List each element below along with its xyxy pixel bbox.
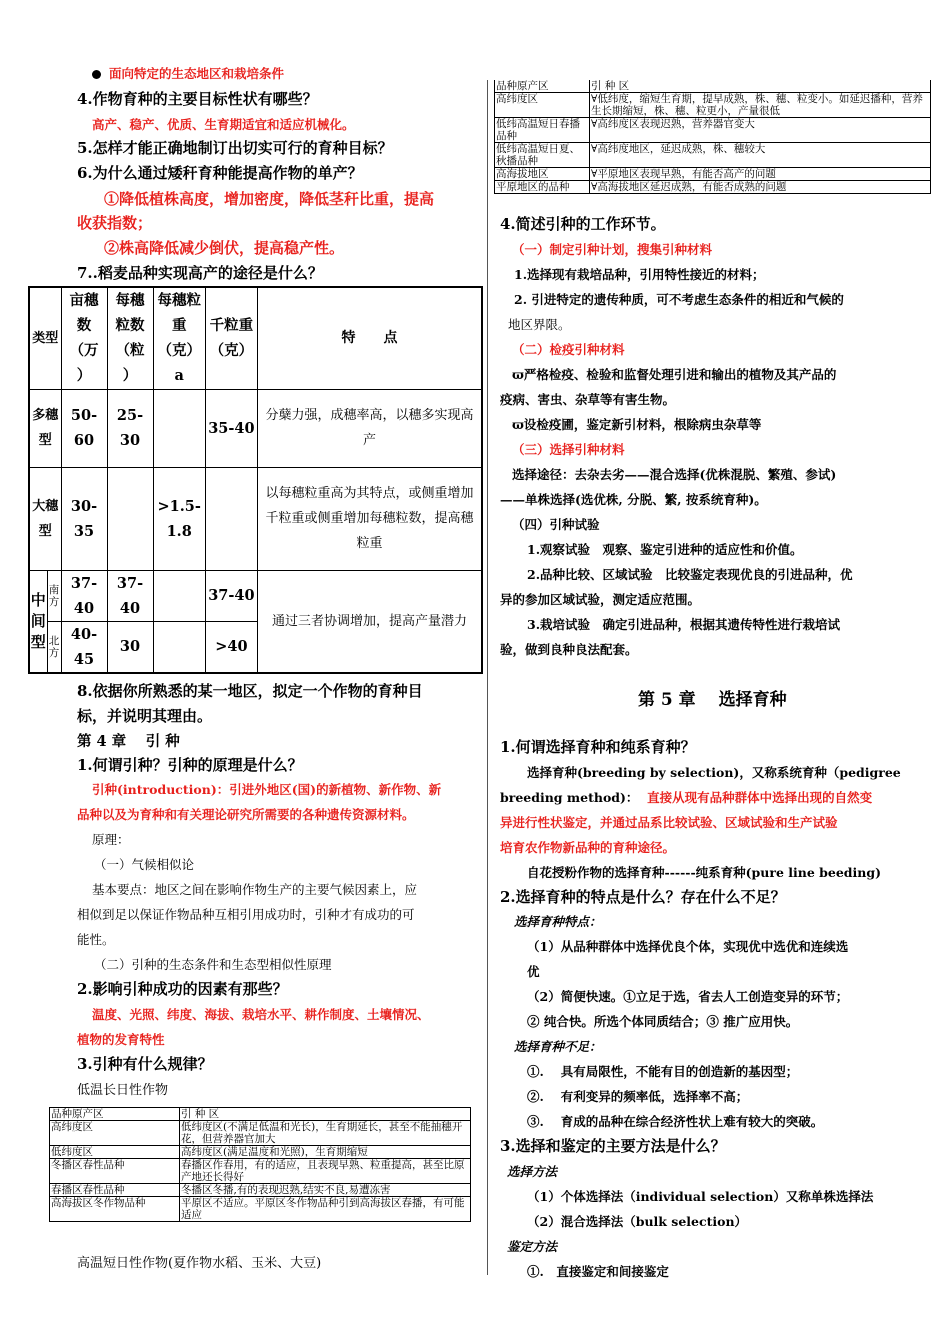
- yield-type-table: [28, 286, 483, 674]
- feature-2b: ② 纯合快。所选个体同质结合；③ 推广应用快。: [527, 1014, 799, 1029]
- low-temp-table: [49, 1107, 471, 1222]
- cell: 25-30: [107, 389, 153, 467]
- table-cell: 低纬度区(不满足低温和光长)，生育期延长，甚至不能抽穗开花，但营养器官加大: [180, 1121, 471, 1146]
- answer-6-1a: ①降低植株高度，增加密度，降低茎秆比重，提高: [104, 190, 435, 208]
- table-cell: 春播区春性品种: [50, 1184, 180, 1197]
- table-cell: 低纬高温短日春播品种: [495, 118, 590, 143]
- table-cell: ∀平原地区表现早熟，有能否高产的问题: [590, 168, 931, 181]
- principle-1-text-c: 能性。: [77, 932, 115, 947]
- step-4c-2: 验，做到良种良法配套。: [500, 642, 638, 657]
- ch5-question-2: 2.选择育种的特点是什么？存在什么不足？: [500, 888, 786, 906]
- question-4: 4.作物育种的主要目标性状有哪些？: [77, 90, 318, 108]
- ch5-answer-1d: 培育农作物新品种的育种途径。: [500, 840, 676, 855]
- feature-1b: 优: [527, 964, 540, 979]
- method-2: （2）混合选择法（bulk selection）: [527, 1214, 748, 1229]
- row-intermediate-type: 中 间 型: [29, 570, 47, 673]
- bullet-icon: [92, 70, 101, 79]
- step-4: （四）引种试验: [512, 517, 600, 532]
- step-1: （一）制定引种计划，搜集引种材料: [512, 242, 713, 257]
- column-divider: [487, 80, 488, 1275]
- cell: [153, 621, 205, 673]
- step-2: （二）检疫引种材料: [512, 342, 625, 357]
- r-question-4: 4.简述引种的工作环节。: [500, 215, 666, 233]
- feature-cell: 以每穗粒重高为其特点，或侧重增加千粒重或侧重增加每穗粒数，提高穗粒重: [257, 467, 482, 570]
- cell: >40: [205, 621, 257, 673]
- header-spike-weight: 每穗粒 重 （克） a: [153, 287, 205, 389]
- bullet-text: 面向特定的生态地区和栽培条件: [109, 66, 285, 81]
- principle-1-text-b: 相似到足以保证作物品种互相引用成功时，引种才有成功的可: [77, 907, 415, 922]
- table-cell: 春播区作春用，有的适应，且表现早熟、粒重提高，甚至比原产地还长得好: [180, 1159, 471, 1184]
- table-cell: 冬播区春性品种: [50, 1159, 180, 1184]
- cell: 35-40: [205, 389, 257, 467]
- header-type: 类型: [29, 287, 61, 389]
- ch5-answer-1e: 自花授粉作物的选择育种------纯系育种(pure line beeding): [527, 865, 882, 880]
- table-cell: 冬播区冬播,有的表现迟熟,结实不良,易遭冻害: [180, 1184, 471, 1197]
- principle-2: （二）引种的生态条件和生态型相似性原理: [94, 957, 332, 972]
- th-intro: 引 种 区: [590, 80, 931, 93]
- lack-2: ②. 有利变异的频率低，选择率不高；: [527, 1089, 749, 1104]
- table-cell: 高海拔区冬作物品种: [50, 1197, 180, 1222]
- cell: 37-40: [205, 570, 257, 621]
- cell: 30: [107, 621, 153, 673]
- ch5-answer-1c: 异进行性状鉴定，并通过品系比较试验、区域试验和生产试验: [500, 815, 838, 830]
- cell: 30-35: [61, 467, 107, 570]
- method-3: ①. 直接鉴定和间接鉴定: [527, 1264, 669, 1279]
- th-intro: 引 种 区: [180, 1108, 471, 1121]
- table-cell: 高纬度区(满足温度和光照)，生育期缩短: [180, 1146, 471, 1159]
- header-mu-spikes: 亩穗 数 （万 ）: [61, 287, 107, 389]
- principle-1: （一）气候相似论: [94, 857, 195, 872]
- sub-south: 南 方: [47, 570, 61, 621]
- th-origin: 品种原产区: [495, 80, 590, 93]
- question-6: 6.为什么通过矮秆育种能提高作物的单产？: [77, 164, 363, 182]
- row-big-spike-type: 大穗 型: [29, 467, 61, 570]
- cell: 37-40: [107, 570, 153, 621]
- low-temp-label: 低温长日性作物: [77, 1083, 169, 1098]
- cell: >1.5-1.8: [153, 467, 205, 570]
- method-1: （1）个体选择法（individual selection）又称单株选择法: [527, 1189, 874, 1204]
- step-3a-2: ——单株选择(选优株, 分脱、繁, 按系统育种)。: [500, 492, 767, 507]
- high-temp-table: [494, 80, 931, 194]
- selection-title: 选择方法: [507, 1164, 558, 1179]
- features-title: 选择育种特点：: [514, 914, 602, 929]
- cell: 50-60: [61, 389, 107, 467]
- answer-6-1b: 收获指数；: [77, 214, 153, 232]
- ch4-question-1: 1.何谓引种？引种的原理是什么？: [77, 756, 303, 774]
- lack-3: ③. 育成的品种在综合经济性状上难有较大的突破。: [527, 1114, 824, 1129]
- table-cell: 高海拔地区: [495, 168, 590, 181]
- step-3a-1: 选择途径：去杂去劣——混合选择(优株混脱、繁殖、参试): [512, 467, 837, 482]
- table-cell: ∀高海拔地区延迟成熟，有能否成熟的问题: [590, 181, 931, 194]
- ch5-answer-1b: [500, 788, 872, 806]
- th-origin: 品种原产区: [50, 1108, 180, 1121]
- row-multi-spike-type: 多穗 型: [29, 389, 61, 467]
- ch4-answer-1b: 品种以及为育种和有关理论研究所需要的各种遗传资源材料。: [77, 807, 415, 822]
- ch5-answer-1a: 选择育种(breeding by selection)，又称系统育种（pedigree: [527, 765, 901, 780]
- header-features: 特 点: [257, 287, 482, 389]
- cell: [153, 570, 205, 621]
- high-temp-label: 高温短日性作物(夏作物水稻、玉米、大豆): [77, 1256, 322, 1271]
- table-cell: ∀低纬度，缩短生育期，提早成熟，株、穗、粒变小。如延迟播种，营养生长期缩短，株、穗、粒更小，产量很低: [590, 93, 931, 118]
- table-cell: 高纬度区: [50, 1121, 180, 1146]
- answer-4: 高产、稳产、优质、生育期适宜和适应机械化。: [92, 117, 355, 132]
- identification-title: 鉴定方法: [507, 1239, 558, 1254]
- feature-cell: 通过三者协调增加，提高产量潜力: [257, 570, 482, 673]
- step-4b-1: 2.品种比较、区域试验 比较鉴定表现优良的引进品种，优: [527, 567, 853, 582]
- table-cell: 平原区不适应。平原区冬作物品种引到高海拔区春播，有可能适应: [180, 1197, 471, 1222]
- feature-cell: 分蘖力强，成穗率高，以穗多实现高产: [257, 389, 482, 467]
- header-thousand-grain: 千粒重 （克）: [205, 287, 257, 389]
- chapter-5-title: 第 5 章 选择育种: [638, 690, 787, 710]
- answer-6-2: ②株高降低减少倒伏，提高稳产性。: [104, 239, 345, 257]
- ch4-answer-2a: 温度、光照、纬度、海拔、栽培水平、耕作制度、土壤情况、: [92, 1007, 430, 1022]
- step-2b: ϖ设检疫圃，鉴定新引材料，根除病虫杂草等: [512, 417, 762, 432]
- question-7: 7..稻麦品种实现高产的途径是什么？: [77, 264, 323, 282]
- step-2a-2: 疫病、害虫、杂草等有害生物。: [500, 392, 676, 407]
- ch5-question-1: 1.何谓选择育种和纯系育种？: [500, 738, 696, 756]
- header-grains-per-spike: 每穗 粒数 （粒 ）: [107, 287, 153, 389]
- chapter-4-title: 第 4 章 引 种: [77, 733, 180, 750]
- principle-1-text-a: 基本要点：地区之间在影响作物生产的主要气候因素上，应: [92, 882, 418, 897]
- table-cell: 低纬高温短日夏、秋播品种: [495, 143, 590, 168]
- question-5: 5.怎样才能正确地制订出切实可行的育种目标？: [77, 139, 393, 157]
- step-1b-2: 地区界限。: [508, 317, 571, 332]
- ch4-question-3: 3.引种有什么规律？: [77, 1055, 213, 1073]
- step-3: （三）选择引种材料: [512, 442, 625, 457]
- cell: [205, 467, 257, 570]
- bullet-item: [92, 64, 284, 82]
- step-4a: 1.观察试验 观察、鉴定引进种的适应性和价值。: [527, 542, 803, 557]
- step-2a-1: ϖ严格检疫、检验和监督处理引进和输出的植物及其产品的: [512, 367, 837, 382]
- step-1a: 1.选择现有栽培品种，引用特性接近的材料；: [514, 267, 765, 282]
- ch5-question-3: 3.选择和鉴定的主要方法是什么？: [500, 1137, 726, 1155]
- ch4-answer-2b: 植物的发育特性: [77, 1032, 165, 1047]
- table-cell: 低纬度区: [50, 1146, 180, 1159]
- question-8a: 8.依据你所熟悉的某一地区，拟定一个作物的育种目: [77, 682, 423, 700]
- step-4c-1: 3.栽培试验 确定引进品种，根据其遗传特性进行栽培试: [527, 617, 841, 632]
- question-8b: 标，并说明其理由。: [77, 707, 213, 725]
- cell: 37-40: [61, 570, 107, 621]
- step-1b-1: 2. 引进特定的遗传种质，可不考虑生态条件的相近和气候的: [514, 292, 844, 307]
- table-cell: ∀高纬度区表现迟熟，营养器官变大: [590, 118, 931, 143]
- ch4-question-2: 2.影响引种成功的因素有那些？: [77, 980, 288, 998]
- step-4b-2: 异的参加区域试验，测定适应范围。: [500, 592, 701, 607]
- table-cell: ∀高纬度地区，延迟成熟，株、穗较大: [590, 143, 931, 168]
- feature-1a: （1）从品种群体中选择优良个体，实现优中选优和连续选: [527, 939, 849, 954]
- cell: [107, 467, 153, 570]
- table-cell: 高纬度区: [495, 93, 590, 118]
- sub-north: 北 方: [47, 621, 61, 673]
- lack-1: ①. 具有局限性，不能有目的创造新的基因型；: [527, 1064, 799, 1079]
- principle-label: 原理：: [92, 832, 130, 847]
- ch4-answer-1a: 引种(introduction)：引进外地区(国)的新植物、新作物、新: [92, 782, 442, 797]
- lack-title: 选择育种不足：: [514, 1039, 602, 1054]
- cell: [153, 389, 205, 467]
- definition-red: 直接从现有品种群体中选择出现的自然变: [647, 790, 873, 805]
- cell: 40-45: [61, 621, 107, 673]
- term-english: breeding method)：: [500, 790, 639, 805]
- feature-2a: （2）简便快速。①立足于选，省去人工创造变异的环节；: [527, 989, 849, 1004]
- table-cell: 平原地区的品种: [495, 181, 590, 194]
